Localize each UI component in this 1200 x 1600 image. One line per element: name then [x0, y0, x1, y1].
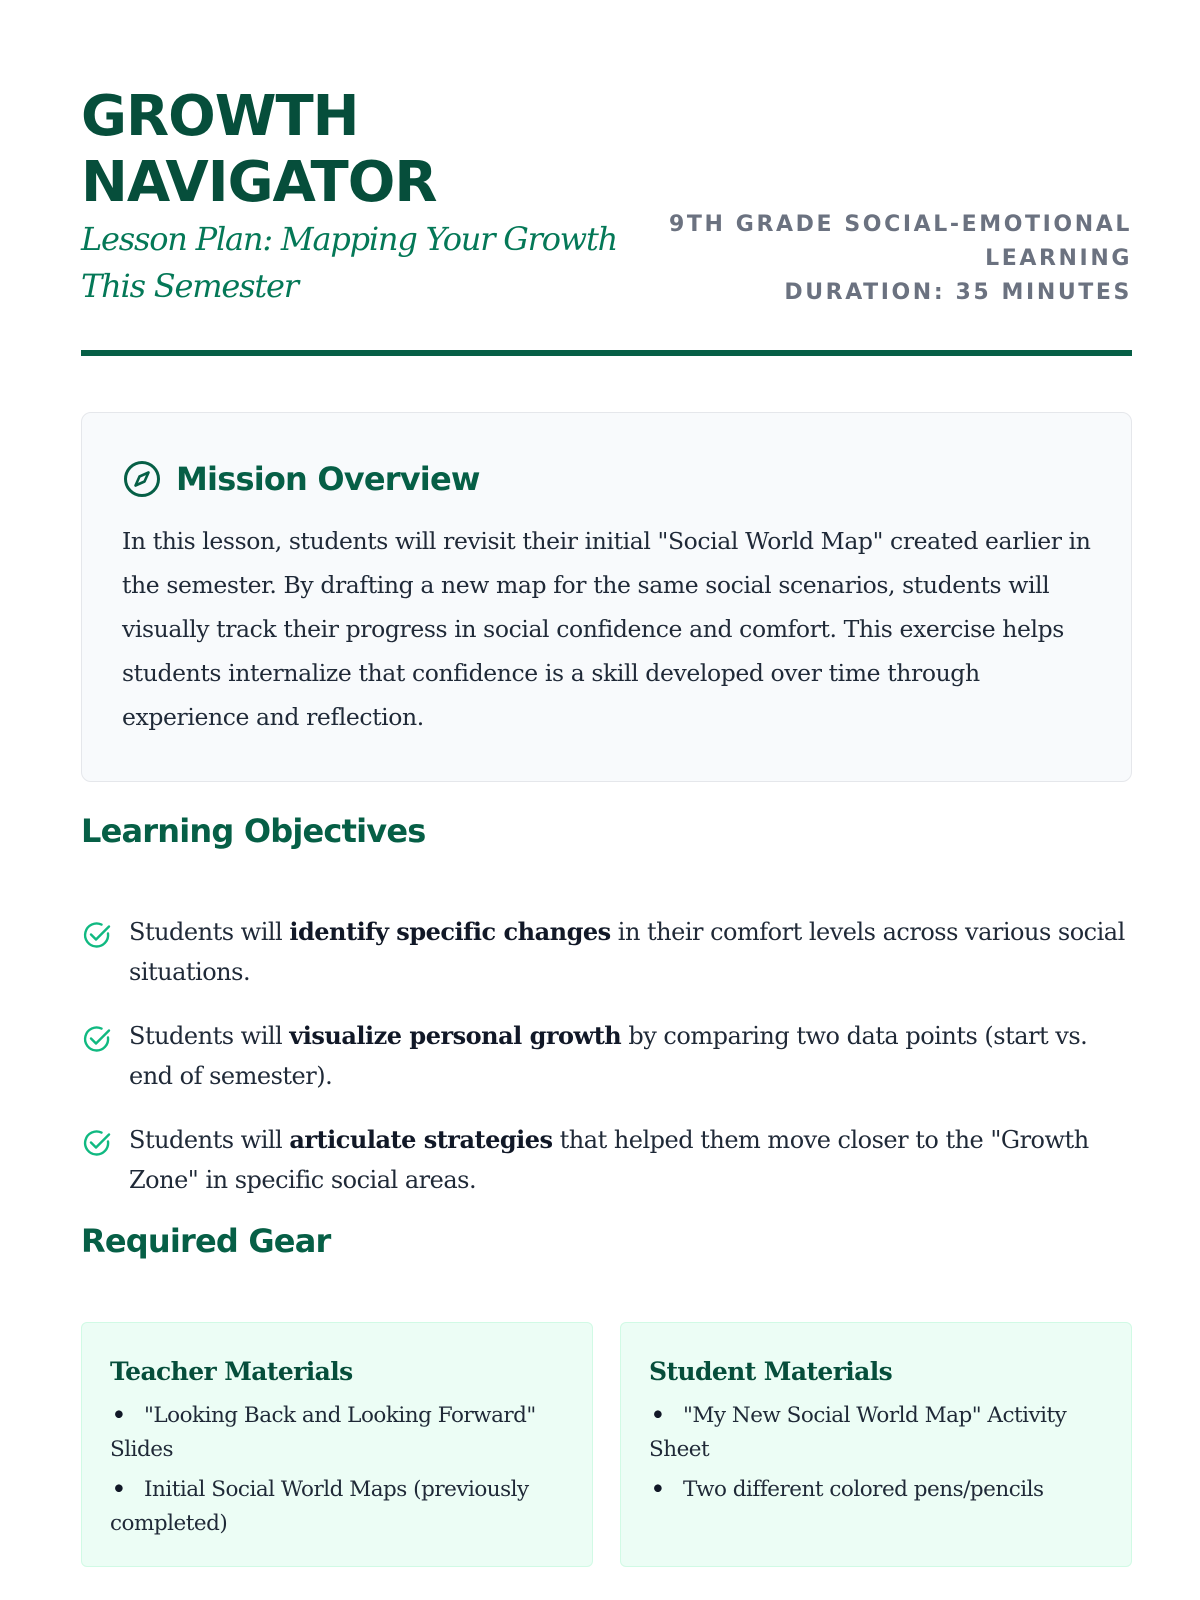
bullet: • — [651, 1477, 665, 1502]
teacher-materials-card — [81, 1322, 593, 1567]
header — [81, 0, 1132, 358]
objective-highlight: identify specific changes — [289, 917, 611, 946]
list-item: • Initial Social World Maps (previously completed) — [110, 1473, 564, 1541]
bullet: • — [112, 1477, 126, 1502]
objective-item — [81, 1016, 1132, 1096]
objectives-title: Learning Objectives — [81, 812, 426, 850]
subtitle-line-2: This Semester — [81, 267, 298, 305]
mission-overview-card — [81, 412, 1132, 782]
bullet: • — [112, 1403, 126, 1428]
objective-text: Students will articulate strategies that helped them move closer to the "Growth Zone" in specific social areas. — [129, 1125, 1089, 1194]
gear-cards — [81, 1322, 1132, 1567]
lesson-plan-page — [81, 0, 1132, 1536]
student-materials-card — [620, 1322, 1132, 1567]
title-line-2: NAVIGATOR — [81, 150, 437, 215]
objective-highlight: visualize personal growth — [289, 1021, 622, 1050]
list-item: • "Looking Back and Looking Forward" Slides — [110, 1399, 564, 1467]
meta-grade-cont: LEARNING — [985, 246, 1132, 271]
teacher-materials-list — [110, 1399, 564, 1541]
subtitle-line-1: Lesson Plan: Mapping Your Growth — [81, 220, 618, 258]
page-subtitle — [81, 216, 641, 310]
check-circle-icon — [81, 1023, 113, 1055]
objective-text: Students will identify specific changes in their comfort levels across various social situations. — [129, 917, 1125, 986]
objective-text: Students will visualize personal growth by comparing two data points (start vs. end of semester). — [129, 1021, 1088, 1090]
objective-highlight: articulate strategies — [289, 1125, 553, 1154]
student-materials-title: Student Materials — [649, 1357, 893, 1386]
check-circle-icon — [81, 1127, 113, 1159]
mission-title: Mission Overview — [176, 460, 480, 498]
mission-header — [122, 457, 1091, 501]
objective-item — [81, 1120, 1132, 1200]
list-item: • "My New Social World Map" Activity Sheet — [649, 1399, 1103, 1467]
teacher-materials-title: Teacher Materials — [110, 1357, 353, 1386]
page-title — [81, 84, 436, 216]
title-line-1: GROWTH — [81, 84, 359, 149]
objectives-list — [81, 912, 1132, 1224]
meta-duration: DURATION: 35 MINUTES — [784, 280, 1132, 305]
bullet: • — [651, 1403, 665, 1428]
check-circle-icon — [81, 919, 113, 951]
mission-text: In this lesson, students will revisit their initial "Social World Map" created earlier in the semester. By drafting a new map for the same social scenarios, students will visually track their progress in social confidence and comfort. This exercise helps students internalize that confidence is a skill developed over time through experience and reflection. — [122, 527, 1091, 731]
meta-grade: 9TH GRADE SOCIAL-EMOTIONAL — [669, 212, 1132, 237]
compass-icon — [122, 459, 162, 499]
list-item: • Two different colored pens/pencils — [649, 1473, 1103, 1507]
header-divider — [81, 350, 1132, 356]
objective-item — [81, 912, 1132, 992]
required-gear-title: Required Gear — [81, 1222, 331, 1260]
student-materials-list — [649, 1399, 1103, 1507]
lesson-meta — [669, 208, 1132, 310]
